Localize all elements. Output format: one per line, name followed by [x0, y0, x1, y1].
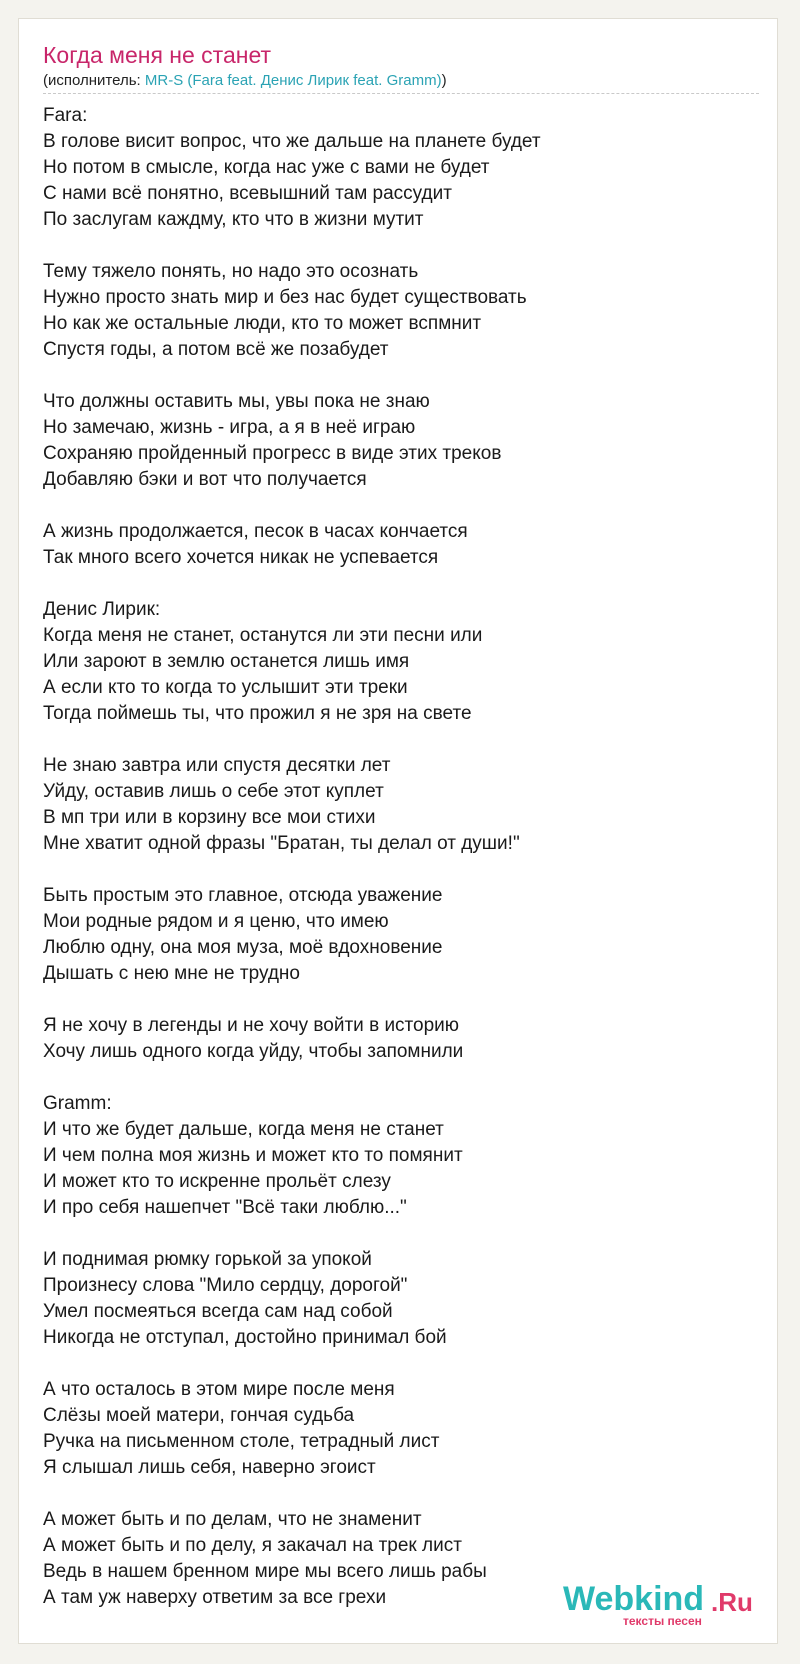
- lyrics-line: И может кто то искренне прольёт слезу: [43, 1171, 391, 1192]
- logo-domain-suffix: .Ru: [711, 1587, 753, 1617]
- song-title: Когда меня не станет: [43, 42, 272, 68]
- lyrics-line: Gramm:: [43, 1093, 112, 1114]
- lyrics-line: И про себя нашепчет "Всё таки люблю...": [43, 1197, 407, 1218]
- lyrics-stanza: [43, 1013, 743, 1065]
- lyrics-line: Умел посмеяться всегда сам над собой: [43, 1301, 393, 1322]
- lyrics-stanza: [43, 519, 743, 571]
- lyrics-line: Что должны оставить мы, увы пока не знаю: [43, 391, 430, 412]
- lyrics-line: Произнесу слова "Мило сердцу, дорогой": [43, 1275, 408, 1296]
- lyrics-line: А что осталось в этом мире после меня: [43, 1379, 395, 1400]
- lyrics-stanza: [43, 883, 743, 987]
- lyrics-line: Ручка на письменном столе, тетрадный лист: [43, 1431, 440, 1452]
- lyrics-line: Но как же остальные люди, кто то может вспмнит: [43, 313, 482, 334]
- lyrics-line: Спустя годы, а потом всё же позабудет: [43, 339, 389, 360]
- lyrics-line: Слёзы моей матери, гончая судьба: [43, 1405, 355, 1426]
- lyrics-line: Мне хватит одной фразы "Братан, ты делал от души!": [43, 833, 520, 854]
- lyrics-line: Fara:: [43, 105, 88, 126]
- lyrics-line: Но замечаю, жизнь - игра, а я в неё играю: [43, 417, 416, 438]
- lyrics-line: Я не хочу в легенды и не хочу войти в историю: [43, 1015, 460, 1036]
- lyrics-stanza: [43, 1247, 743, 1351]
- lyrics-line: Не знаю завтра или спустя десятки лет: [43, 755, 391, 776]
- lyrics-line: Сохраняю пройденный прогресс в виде этих треков: [43, 443, 502, 464]
- lyrics-stanza: [43, 1377, 743, 1481]
- lyrics-line: Добавляю бэки и вот что получается: [43, 469, 367, 490]
- lyrics-line: Тему тяжело понять, но надо это осознать: [43, 261, 419, 282]
- lyrics-line: И чем полна моя жизнь и может кто то помянит: [43, 1145, 463, 1166]
- lyrics-stanza: [43, 597, 743, 727]
- artist-link[interactable]: MR-S (Fara feat. Денис Лирик feat. Gramm): [144, 72, 442, 89]
- lyrics-line: С нами всё понятно, всевышний там рассудит: [43, 183, 452, 204]
- lyrics-line: Уйду, оставив лишь о себе этот куплет: [43, 781, 384, 802]
- lyrics-stanza: [43, 1091, 743, 1221]
- lyrics-body: [43, 103, 743, 1637]
- lyrics-line: Или зароют в землю останется лишь имя: [43, 651, 410, 672]
- lyrics-line: Тогда поймешь ты, что прожил я не зря на свете: [43, 703, 472, 724]
- lyrics-line: Дышать с нею мне не трудно: [43, 963, 300, 984]
- lyrics-stanza: [43, 259, 743, 363]
- lyrics-line: А там уж наверху ответим за все грехи: [43, 1587, 387, 1608]
- lyrics-line: И поднимая рюмку горькой за упокой: [43, 1249, 372, 1270]
- lyrics-line: Быть простым это главное, отсюда уважение: [43, 885, 443, 906]
- lyrics-line: Люблю одну, она моя муза, моё вдохновение: [43, 937, 443, 958]
- lyrics-line: В мп три или в корзину все мои стихи: [43, 807, 376, 828]
- lyrics-stanza: [43, 389, 743, 493]
- lyrics-line: А может быть и по делу, я закачал на трек лист: [43, 1535, 462, 1556]
- lyrics-line: Я слышал лишь себя, наверно эгоист: [43, 1457, 376, 1478]
- lyrics-stanza: [43, 103, 743, 233]
- logo-wordmark: Webkind: [563, 1580, 705, 1618]
- lyrics-line: А если кто то когда то услышит эти треки: [43, 677, 408, 698]
- site-logo[interactable]: [563, 1580, 763, 1628]
- lyrics-line: Так много всего хочется никак не успевается: [43, 547, 439, 568]
- lyrics-line: Ведь в нашем бренном мире мы всего лишь рабы: [43, 1561, 487, 1582]
- lyrics-page: [18, 18, 778, 1644]
- lyrics-stanza: [43, 753, 743, 857]
- lyrics-line: Мои родные рядом и я ценю, что имею: [43, 911, 389, 932]
- lyrics-line: По заслугам каждму, кто что в жизни мутит: [43, 209, 424, 230]
- artist-suffix: ): [441, 72, 447, 89]
- logo-tagline: тексты песен: [623, 1614, 702, 1628]
- lyrics-line: Хочу лишь одного когда уйду, чтобы запомнили: [43, 1041, 464, 1062]
- lyrics-line: Когда меня не станет, останутся ли эти песни или: [43, 625, 483, 646]
- lyrics-line: Но потом в смысле, когда нас уже с вами не будет: [43, 157, 490, 178]
- artist-line: [43, 71, 447, 91]
- lyrics-line: И что же будет дальше, когда меня не станет: [43, 1119, 444, 1140]
- lyrics-line: А может быть и по делам, что не знаменит: [43, 1509, 422, 1530]
- lyrics-line: Нужно просто знать мир и без нас будет существовать: [43, 287, 527, 308]
- lyrics-line: Никогда не отступал, достойно принимал бой: [43, 1327, 447, 1348]
- artist-prefix: (исполнитель:: [43, 72, 145, 89]
- lyrics-line: В голове висит вопрос, что же дальше на планете будет: [43, 131, 541, 152]
- header-divider: [43, 93, 759, 94]
- lyrics-line: Денис Лирик:: [43, 599, 161, 620]
- lyrics-line: А жизнь продолжается, песок в часах кончается: [43, 521, 468, 542]
